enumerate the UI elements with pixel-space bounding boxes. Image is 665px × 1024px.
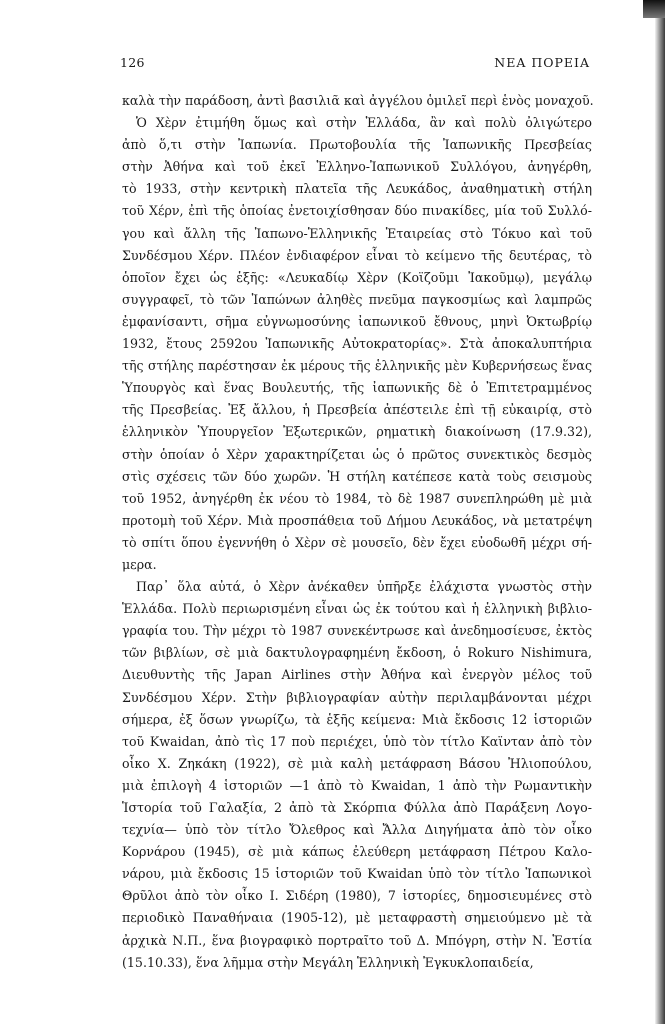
- text-line: προτομὴ τοῦ Χέρν. Μιὰ προσπάθεια τοῦ Δήμου Λευκάδος, νὰ μετατρέψη: [122, 512, 592, 528]
- page-number: 126: [120, 55, 145, 70]
- text-line: τεχνία— ὑπὸ τὸν τίτλο Ὄλεθρος καὶ Ἄλλα Διηγήματα ἀπὸ τὸν οἶκο: [122, 822, 592, 838]
- text-line: γου καὶ ἄλλη τῆς Ἰαπωνο-Ἑλληνικῆς Ἑταιρείας στὸ Τόκυο καὶ τοῦ: [122, 225, 592, 241]
- text-line: μερα.: [122, 556, 157, 572]
- text-line: καλὰ τὴν παράδοση, ἀντὶ βασιλιᾶ καὶ ἀγγέλου ὁμιλεῖ περὶ ἑνὸς μοναχοῦ.: [122, 93, 594, 108]
- text-line: στὴν ὁποίαν ὁ Χὲρν χαρακτηρίζεται ὡς ὁ πρῶτος συνεκτικὸς δεσμὸς: [122, 446, 592, 462]
- paragraph: [122, 112, 592, 576]
- text-line: ἀρχικὰ Ν.Π., ἕνα βιογραφικὸ πορτραῖτο τοῦ Δ. Μπόγρη, στὴν Ν. Ἑστία: [122, 932, 592, 948]
- text-line: Ἱστορία τοῦ Γαλαξία, 2 ἀπὸ τὰ Σκόρπια Φύλλα ἀπὸ Παράξενη Λογο-: [122, 800, 592, 815]
- text-line: σήμερα, ἐξ ὅσων γνωρίζω, τὰ ἑξῆς κείμενα: Μιὰ ἔκδοσις 12 ἱστοριῶν: [122, 711, 592, 727]
- text-line: Ὑπουργὸς καὶ ἕνας Βουλευτής, τῆς ἰαπωνικῆς δὲ ὁ Ἐπιτετραμμένος: [122, 380, 592, 396]
- text-line: (15.10.33), ἕνα λῆμμα στὴν Μεγάλη Ἑλληνικὴ Ἐγκυκλοπαιδεία,: [122, 954, 534, 970]
- text-line: Θρῦλοι ἀπὸ τὸν οἶκο Ι. Σιδέρη (1980), 7 ἱστορίες, δημοσιευμένες στὸ: [122, 888, 592, 904]
- text-line: μιὰ ἐπιλογὴ 4 ἱστοριῶν —1 ἀπὸ τὸ Kwaidan, 1 ἀπὸ τὴν Ρωμαντικὴν: [122, 777, 592, 793]
- text-line: τῶν βιβλίων, σὲ μιὰ δακτυλογραφημένη ἔκδοση, ὁ Rokuro Nishimura,: [122, 645, 592, 661]
- text-line: περιοδικὸ Παναθήναια (1905-12), μὲ μεταφραστὴ σημειούμενο μὲ τὰ: [122, 910, 592, 926]
- body-text: [122, 90, 592, 974]
- text-line: ὁποῖον ἔχει ὡς ἑξῆς: «Λευκαδίῳ Χὲρν (Κοϊζοῦμι Ἰακοῦμῳ), μεγάλῳ: [122, 269, 592, 285]
- text-line: στὶς σχέσεις τῶν δύο χωρῶν. Ἡ στήλη κατέπεσε κατὰ τοὺς σεισμοὺς: [122, 468, 592, 484]
- text-line: τὸ σπίτι ὅπου ἐγεννήθη ὁ Χὲρν σὲ μουσεῖο, δὲν ἔχει εὐοδωθῆ μέχρι σή-: [122, 534, 592, 550]
- running-title: ΝΕΑ ΠΟΡΕΙΑ: [494, 55, 590, 70]
- text-line: συγγραφεῖ, τὸ τῶν Ἰαπώνων ἀληθὲς πνεῦμα παγκοσμίως καὶ λαμπρῶς: [122, 291, 592, 307]
- page-corner-shadow: [643, 0, 665, 18]
- text-line: ἑλληνικὸν Ὑπουργεῖον Ἐξωτερικῶν, ρηματικὴ διακοίνωση (17.9.32),: [122, 424, 592, 440]
- text-line: ἀπὸ ὅ,τι στὴν Ἰαπωνία. Πρωτοβουλία τῆς Ἰαπωνικῆς Πρεσβείας: [122, 137, 592, 153]
- text-line: τῆς στήλης παρέστησαν ἐκ μέρους τῆς ἑλληνικῆς μὲν Κυβερνήσεως ἕνας: [122, 358, 592, 374]
- text-line: τοῦ Χέρν, ἐπὶ τῆς ὁποίας ἐνετοιχίσθησαν δύο πινακίδες, μία τοῦ Συλλό-: [122, 203, 592, 219]
- text-line: ἐμφανίσαντι, σῆμα εὐγνωμοσύνης ἰαπωνικοῦ ἔθνους, μηνὶ Ὀκτωβρίῳ: [122, 313, 592, 329]
- text-line: τοῦ Kwaidan, ἀπὸ τὶς 17 ποὺ περιέχει, ὑπὸ τὸν τίτλο Καϊνταν ἀπὸ τὸν: [122, 733, 592, 749]
- text-line: στὴν Ἀθήνα καὶ τοῦ ἐκεῖ Ἑλληνο-Ἰαπωνικοῦ Συλλόγου, ἀνηγέρθη,: [122, 159, 592, 175]
- text-line: νάρου, μιὰ ἔκδοσις 15 ἱστοριῶν τοῦ Kwaidan ὑπὸ τὸν τίτλο Ἰαπωνικοὶ: [122, 866, 592, 882]
- text-line: Παρ᾽ ὅλα αὐτά, ὁ Χὲρν ἀνέκαθεν ὑπῆρξε ἐλάχιστα γνωστὸς στὴν: [136, 579, 592, 595]
- text-line: Κορνάρου (1945), σὲ μιὰ κάπως ἐλεύθερη μετάφραση Πέτρου Καλο-: [122, 844, 592, 860]
- text-line: Συνδέσμου Χέρν. Στὴν βιβλιογραφίαν αὐτὴν περιλαμβάνονται μέχρι: [122, 689, 592, 705]
- paragraph: [122, 576, 592, 974]
- text-line: γραφία του. Τὴν μέχρι τὸ 1987 συνεκέντρωσε καὶ ἀνεδημοσίευσε, ἐκτὸς: [122, 623, 592, 639]
- text-line: τοῦ 1952, ἀνηγέρθη ἐκ νέου τὸ 1984, τὸ δὲ 1987 συνεπληρώθη μὲ μιὰ: [122, 490, 592, 506]
- text-line: 1932, ἔτους 2592ου Ἰαπωνικῆς Αὐτοκρατορίας». Στὰ ἀποκαλυπτήρια: [122, 336, 592, 352]
- text-line: Διευθυντὴς τῆς Japan Airlines στὴν Ἀθήνα καὶ ἐνεργὸν μέλος τοῦ: [122, 667, 592, 683]
- text-line: τῆς Πρεσβείας. Ἐξ ἄλλου, ἡ Πρεσβεία ἀπέστειλε ἐπὶ τῇ εὐκαιρίᾳ, στὸ: [122, 402, 592, 418]
- text-line: Ὁ Χὲρν ἐτιμήθη ὅμως καὶ στὴν Ἑλλάδα, ἂν καὶ πολὺ ὀλιγώτερο: [136, 115, 592, 131]
- page-edge-shadow: [655, 0, 665, 1024]
- text-line: οἶκο Χ. Ζηκάκη (1922), σὲ μιὰ καλὴ μετάφραση Βάσου Ἠλιοπούλου,: [122, 755, 592, 771]
- text-line: Ἑλλάδα. Πολὺ περιωρισμένη εἶναι ὡς ἐκ τούτου καὶ ἡ ἑλληνικὴ βιβλιο-: [122, 601, 592, 617]
- text-line: Συνδέσμου Χέρν. Πλέον ἐνδιαφέρον εἶναι τὸ κείμενο τῆς δευτέρας, τὸ: [122, 247, 592, 263]
- paragraph: [122, 90, 592, 112]
- text-line: τὸ 1933, στὴν κεντρικὴ πλατεῖα τῆς Λευκάδος, ἀναθηματικὴ στήλη: [122, 181, 592, 197]
